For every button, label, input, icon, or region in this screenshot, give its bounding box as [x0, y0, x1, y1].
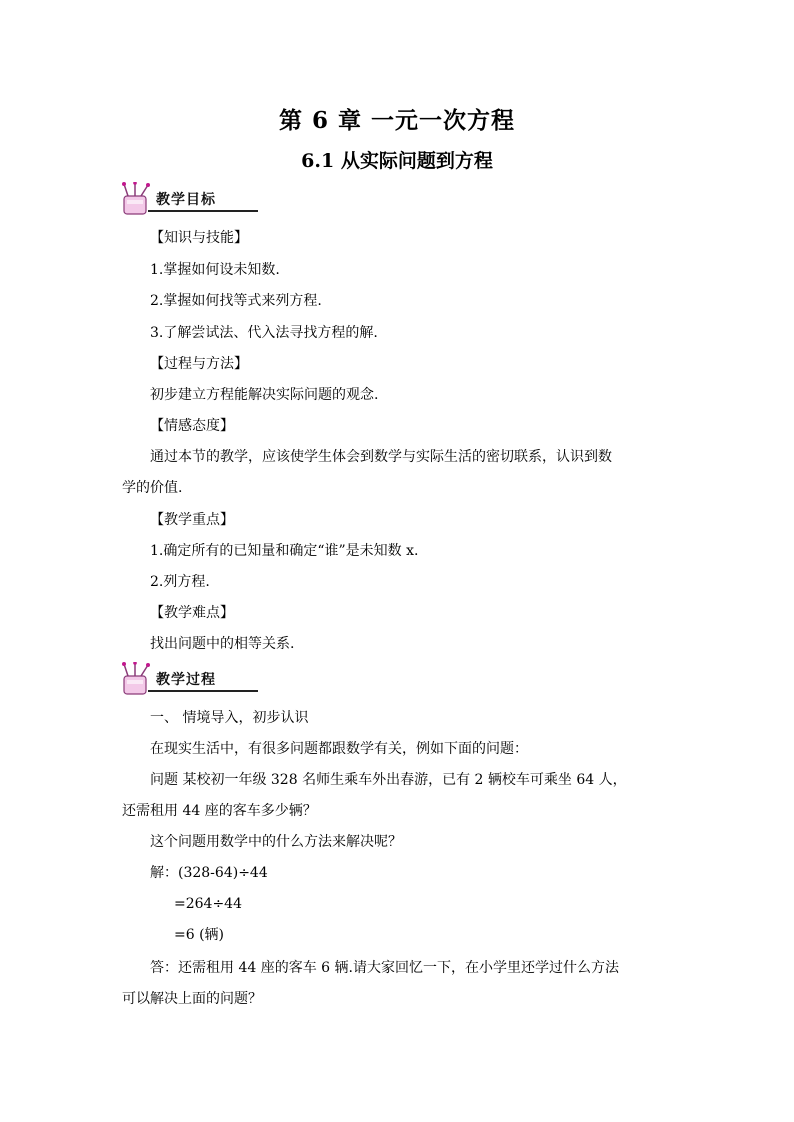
key-item-1: 1.确定所有的已知量和确定“谁”是未知数 x. — [150, 543, 419, 559]
process-header — [118, 662, 258, 696]
solution-line-2: =264÷44 — [174, 896, 242, 912]
answer-line-b: 可以解决上面的问题？ — [122, 991, 262, 1007]
process-intro: 在现实生活中，有很多问题都跟数学有关，例如下面的问题： — [150, 741, 528, 757]
process-header-label: 教学过程 — [156, 672, 216, 688]
problem-line-b: 还需租用 44 座的客车多少辆？ — [122, 803, 317, 819]
difficulty-item-1: 找出问题中的相等关系. — [150, 636, 295, 652]
section-title: 6.1 从实际问题到方程 — [301, 150, 493, 172]
process-step-1: 一、 情境导入，初步认识 — [150, 710, 309, 726]
objectives-header-rule — [148, 210, 258, 212]
objectives-header — [118, 182, 258, 216]
objectives-header-label: 教学目标 — [156, 192, 216, 208]
solution-line-1: 解：(328-64)÷44 — [150, 865, 268, 881]
knowledge-item-1: 1.掌握如何设未知数. — [150, 262, 280, 278]
process-question: 这个问题用数学中的什么方法来解决呢？ — [150, 834, 402, 850]
attitude-item-1a: 通过本节的教学，应该使学生体会到数学与实际生活的密切联系，认识到数 — [150, 449, 612, 465]
attitude-item-1b: 学的价值. — [122, 480, 183, 496]
knowledge-item-3: 3.了解尝试法、代入法寻找方程的解. — [150, 325, 378, 341]
solution-line-3: =6 (辆) — [174, 927, 225, 943]
method-heading: 【过程与方法】 — [150, 356, 248, 372]
knowledge-item-2: 2.掌握如何找等式来列方程. — [150, 293, 322, 309]
method-item-1: 初步建立方程能解决实际问题的观念. — [150, 387, 379, 403]
key-item-2: 2.列方程. — [150, 574, 210, 590]
answer-line-a: 答：还需租用 44 座的客车 6 辆.请大家回忆一下，在小学里还学过什么方法 — [150, 960, 619, 976]
problem-line-a: 问题 某校初一年级 328 名师生乘车外出春游，已有 2 辆校车可乘坐 64 人， — [150, 772, 627, 788]
key-heading: 【教学重点】 — [150, 512, 234, 528]
chapter-title: 第 6 章 一元一次方程 — [278, 107, 516, 134]
process-header-rule — [148, 690, 258, 692]
difficulty-heading: 【教学难点】 — [150, 605, 234, 621]
attitude-heading: 【情感态度】 — [150, 418, 234, 434]
knowledge-heading: 【知识与技能】 — [150, 230, 248, 246]
